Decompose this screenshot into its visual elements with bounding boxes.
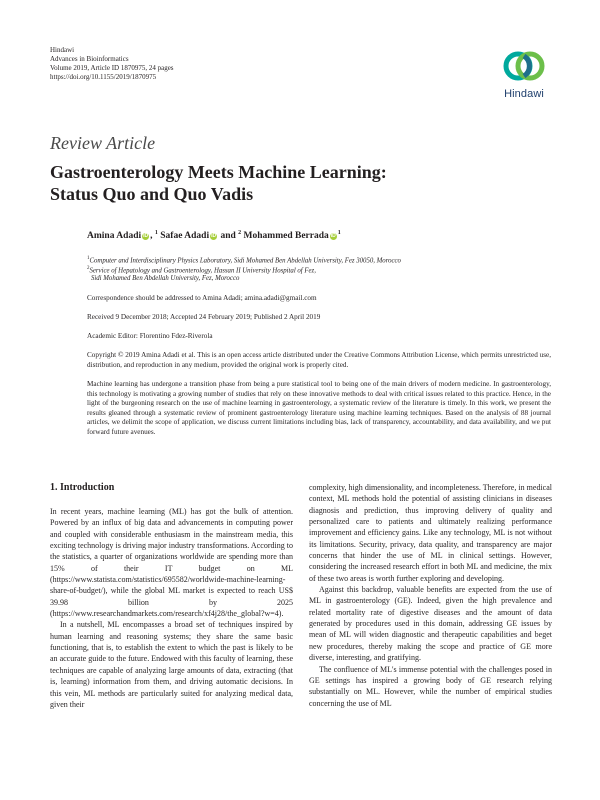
- article-title: [50, 161, 550, 205]
- article-dates: Received 9 December 2018; Accepted 24 February 2019; Published 2 April 2019: [87, 313, 321, 321]
- affiliation-text: Sidi Mohamed Ben Abdellah University, Fez, Morocco: [91, 275, 240, 282]
- body-paragraph: In recent years, machine learning (ML) has got the bulk of attention. Powered by an influx of big data and advancements in computing power and coupled with considerable enthusiasm in the mainstream media, this exciting technology is driving major industry transformations. According to the statistics, a quarter of organizations worldwide are spending more than 15% of their IT budget on ML (https://www.statista.com/statistics/695582/worldwide-machine-learning-share-of-budget/), while the global ML market is expected to reach US$ 39.98 billion by 2025 (https://www.researchandmarkets.com/research/xf4j28/the_global?w=4).: [50, 507, 293, 619]
- body-paragraph: In a nutshell, ML encompasses a broad set of techniques inspired by human learning and reasoning systems; they share the same basic functioning, that is, to establish the extent to which the past is likely to be an accurate guide to the future. Endowed with this faculty of learning, these techniques are capable of analyzing large amounts of data, extracting (that is, learning) information from them, and driving automatic decisions. In this vein, ML methods are particularly suited for analyzing medical data, given their: [50, 620, 293, 709]
- doi-link[interactable]: https://doi.org/10.1155/2019/1870975: [50, 73, 157, 81]
- logo-wordmark: Hindawi: [504, 88, 544, 100]
- journal-name: Advances in Bioinformatics: [50, 55, 129, 63]
- left-column: [50, 506, 293, 710]
- author-affiliation-number: 2: [238, 230, 242, 236]
- author-name[interactable]: Mohammed Berrada: [243, 231, 329, 242]
- abstract: Machine learning has undergone a transition phase from being a pure statistical tool to being one of the main drivers of modern medicine. In gastroenterology, this technology is motivating a growing number of studies that rely on these innovative methods to deal with critical issues related to this practice. Hence, in the light of the burgeoning research on the use of machine learning in gastroenterology, a systematic review of the literature is timely. In this work, we present the results gleaned through a systematic review of prominent gastroenterology literature using machine learning techniques. Based on the analysis of 88 journal articles, we delimit the scope of application, we discuss current limitations including bias, lack of transparency, accountability, and data availability, and we put forward future avenues.: [87, 380, 551, 436]
- author-name[interactable]: Safae Adadi: [160, 231, 210, 242]
- body-paragraph: complexity, high dimensionality, and incompleteness. Therefore, in medical context, ML methods hold the potential of assisting clinicians in diseases diagnosis and prediction, thus improving delivery of quality and personalized care to patients and ultimately realizing performance improvement and efficiency gains. Like any technology, ML is not without its limitations. Security, privacy, data quality, and transparency are major concerns that hinder the use of ML in clinical settings. However, considering the increased research effort in both ML and medicine, the mix of these two areas is worth further exploring and developing.: [309, 483, 552, 583]
- volume-info: Volume 2019, Article ID 1870975, 24 pages: [50, 64, 174, 72]
- correspondence: Correspondence should be addressed to Amina Adadi; amina.adadi@gmail.com: [87, 294, 317, 302]
- section-heading: 1. Introduction: [50, 482, 115, 493]
- affiliation-number: 2: [87, 266, 90, 271]
- author-separator: ,: [150, 231, 155, 242]
- hindawi-logo-icon: [494, 44, 554, 88]
- orcid-icon[interactable]: iD: [143, 233, 149, 240]
- orcid-icon[interactable]: iD: [330, 233, 336, 240]
- author-affiliation-number: 1: [154, 230, 158, 236]
- orcid-icon[interactable]: iD: [211, 233, 217, 240]
- body-paragraph: Against this backdrop, valuable benefits are expected from the use of ML in gastroenterology (GE). Indeed, given the high prevalence and related mortality rate of digestive diseases and the amount of data generated by procedures used in this domain, addressing GE issues by mean of ML will widen diagnostic and therapeutic capabilities and beget new procedures, thereby making the scope and practice of GE more diverse, interesting, and gratifying.: [309, 585, 552, 663]
- affiliation-text: Service of Hepatology and Gastroenterology, Hassan II University Hospital of Fez,: [89, 267, 316, 275]
- title-line-1: Gastroenterology Meets Machine Learning:: [50, 162, 387, 182]
- journal-header: [50, 46, 174, 82]
- author-name[interactable]: Amina Adadi: [87, 231, 142, 242]
- article-type: Review Article: [50, 133, 156, 153]
- author-list: [87, 230, 341, 241]
- right-column: [309, 482, 552, 709]
- publisher-name: Hindawi: [50, 46, 75, 54]
- hindawi-logo: [494, 44, 554, 100]
- author-affiliation-number: 1: [337, 230, 341, 236]
- author-separator: and: [218, 231, 239, 242]
- copyright-notice: Copyright © 2019 Amina Adadi et al. This is an open access article distributed under the Creative Commons Attribution License, which permits unrestricted use, distribution, and reproduction in any medium, provided the original work is properly cited.: [87, 351, 551, 369]
- affiliation-line: [91, 274, 239, 284]
- academic-editor: Academic Editor: Florentino Fdez-Riverola: [87, 332, 213, 340]
- title-line-2: Status Quo and Quo Vadis: [50, 184, 254, 204]
- body-paragraph: The confluence of ML's immense potential with the challenges posed in GE settings has inspired a growing body of GE research relying substantially on ML. However, while the number of empirical studies concerning the use of ML: [309, 664, 552, 708]
- affiliation-number: 1: [87, 256, 90, 261]
- affiliation-text: Computer and Interdisciplinary Physics Laboratory, Sidi Mohamed Ben Abdellah University, Fez 30050, Morocco: [89, 257, 401, 265]
